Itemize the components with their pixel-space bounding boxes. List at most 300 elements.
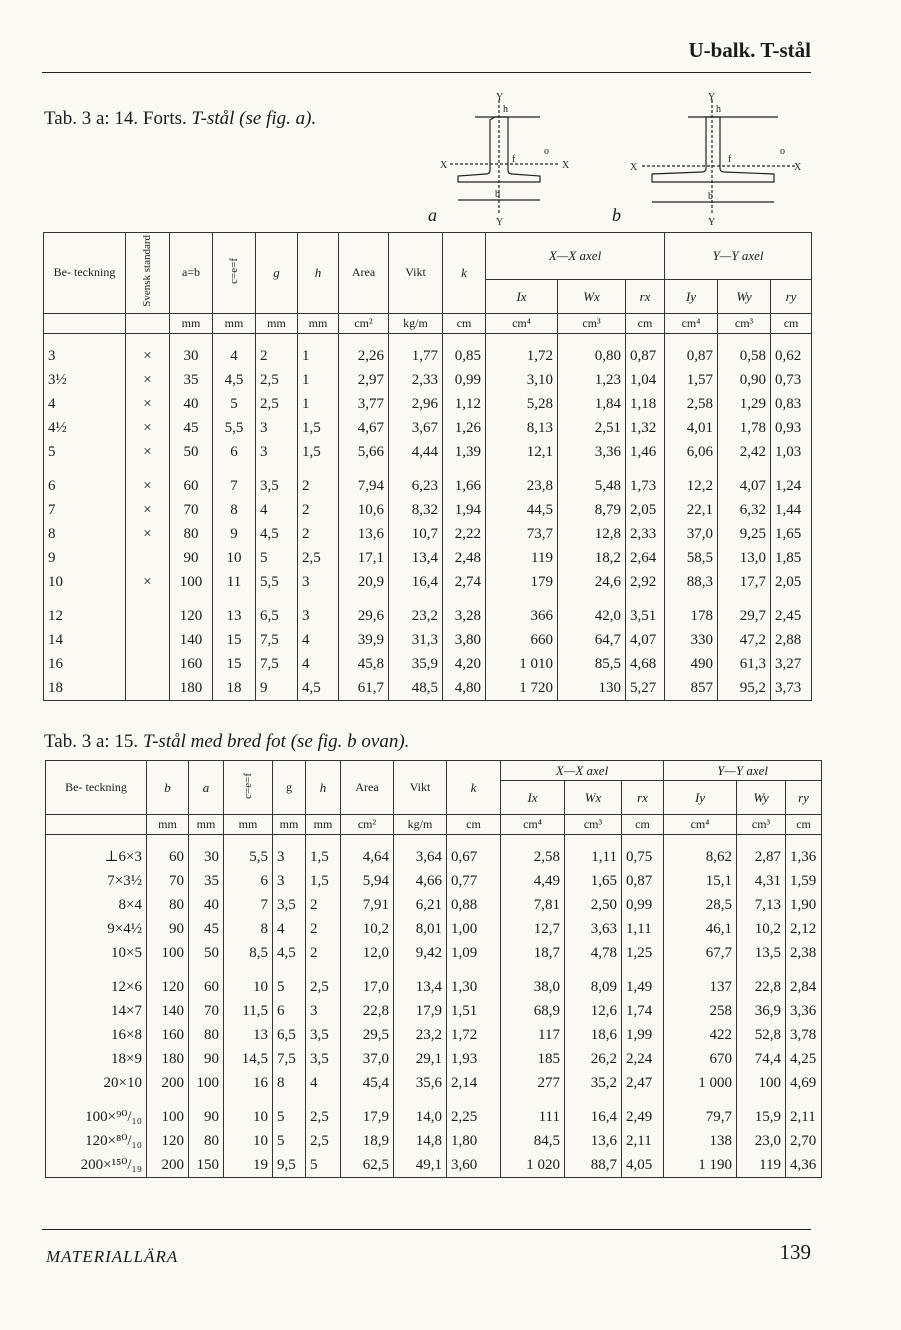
table1-cell: 2,48: [443, 546, 486, 570]
table-row: [44, 522, 812, 546]
table1-cell: 0,58: [718, 333, 771, 368]
table1-cell: 8,79: [558, 498, 626, 522]
table1-cell: 4: [44, 392, 126, 416]
table1-cell: 6: [44, 464, 126, 498]
table2-cell: 50: [189, 941, 224, 965]
table1-cell: 1: [298, 368, 339, 392]
table1-cell: 48,5: [389, 676, 443, 701]
table-row: [44, 392, 812, 416]
t2-units-row: [46, 815, 822, 835]
table1-cell: 39,9: [339, 628, 389, 652]
table2-cell: 4,36: [786, 1153, 822, 1178]
table2-unit-3: mm: [224, 815, 273, 835]
table2-cell: 19: [224, 1153, 273, 1178]
table1-unit-10: cm³: [558, 313, 626, 333]
table2-cell: 17,9: [341, 1095, 394, 1129]
table2-cell: 18×9: [46, 1047, 147, 1071]
fig-a-label-y-top: Y: [496, 92, 504, 103]
table1-cell: 1,26: [443, 416, 486, 440]
table2-cell: 3,64: [394, 835, 447, 870]
table1-cell: 18: [44, 676, 126, 701]
table2-cell: 35: [189, 869, 224, 893]
table1-cell: ×: [126, 498, 170, 522]
t2-h-a: a: [189, 761, 224, 815]
table2-cell: 70: [189, 999, 224, 1023]
table2-cell: 37,0: [341, 1047, 394, 1071]
page-number: 139: [779, 1240, 811, 1264]
table1-cell: 4: [213, 333, 256, 368]
table1-caption: [44, 108, 316, 130]
table2-cell: 2,12: [786, 917, 822, 941]
t1-body: [44, 333, 812, 700]
table-row: [46, 917, 822, 941]
table2-cell: 13,4: [394, 965, 447, 999]
table1-cell: 330: [665, 628, 718, 652]
table2-cell: 2,87: [737, 835, 786, 870]
table2-cell: 1,93: [447, 1047, 501, 1071]
table2-cell: 6,21: [394, 893, 447, 917]
t2-h-cef-text: c=e=f: [241, 772, 254, 799]
table1-cell: 4,07: [626, 628, 665, 652]
table2-cell: 100: [147, 1095, 189, 1129]
table2-unit-11: cm: [622, 815, 664, 835]
table2-cell: 2,70: [786, 1129, 822, 1153]
t2-h-iy: Iy: [664, 781, 737, 815]
table1-cell: 0,83: [771, 392, 812, 416]
table2-cell: 16,4: [565, 1095, 622, 1129]
table2-cell: 13: [224, 1023, 273, 1047]
table1-cell: 10,7: [389, 522, 443, 546]
table2-cell: 10: [224, 1095, 273, 1129]
table1-cell: 120: [170, 594, 213, 628]
t2-h-wy: Wy: [737, 781, 786, 815]
table1-cell: 73,7: [486, 522, 558, 546]
table2-cell: 70: [147, 869, 189, 893]
table1-cell: 5,5: [213, 416, 256, 440]
fig-a-label-x-right: X: [562, 160, 570, 171]
table1-cell: 1 010: [486, 652, 558, 676]
table2-cell: 11,5: [224, 999, 273, 1023]
table1-cell: 5,66: [339, 440, 389, 464]
t2-h-ix: Ix: [501, 781, 565, 815]
t1-h-yy: Y—Y axel: [665, 233, 812, 280]
table2-cell: 2,5: [306, 1095, 341, 1129]
table2-cell: 1,59: [786, 869, 822, 893]
table1-cell: 3,5: [256, 464, 298, 498]
table-row: [44, 546, 812, 570]
table1-cell: 9: [213, 522, 256, 546]
table2-cell: 119: [737, 1153, 786, 1178]
table1-cell: 4: [298, 652, 339, 676]
table2-cell: 4,49: [501, 869, 565, 893]
table1-cell: 12,8: [558, 522, 626, 546]
table1-cell: 2,22: [443, 522, 486, 546]
table2-cell: 6: [273, 999, 306, 1023]
t1-h-k: k: [443, 233, 486, 314]
table2-cell: 8×4: [46, 893, 147, 917]
table-row: [46, 1095, 822, 1129]
figure-b-diagram: [628, 92, 808, 227]
table1-cell: 6,5: [256, 594, 298, 628]
table1-cell: 2,45: [771, 594, 812, 628]
table1-cell: 61,3: [718, 652, 771, 676]
t2-h-h: h: [306, 761, 341, 815]
table-row: [46, 869, 822, 893]
table-row: [46, 1129, 822, 1153]
table1-unit-9: cm⁴: [486, 313, 558, 333]
table2-cell: 13,6: [565, 1129, 622, 1153]
table1-unit-1: [126, 313, 170, 333]
table1-cell: 1,5: [298, 416, 339, 440]
table1-cell: 4: [298, 628, 339, 652]
t1-h-iy: Iy: [665, 279, 718, 313]
table2-cell: 120×⁸⁰/₁₀: [46, 1129, 147, 1153]
table1-cell: 29,6: [339, 594, 389, 628]
table1-cell: 42,0: [558, 594, 626, 628]
table1-cell: 6,23: [389, 464, 443, 498]
table1-cell: 3: [256, 416, 298, 440]
table1-cell: 2: [256, 333, 298, 368]
running-header: U-balk. T-stål: [688, 38, 811, 62]
table1-cell: 179: [486, 570, 558, 594]
table1-cell: 3,51: [626, 594, 665, 628]
table2-cell: 45,4: [341, 1071, 394, 1095]
table1-cell: 37,0: [665, 522, 718, 546]
t2-h-wx: Wx: [565, 781, 622, 815]
table1-cell: ×: [126, 570, 170, 594]
fig-a-label-h: h: [503, 104, 508, 115]
table2-unit-4: mm: [273, 815, 306, 835]
table1-cell: 1,66: [443, 464, 486, 498]
fig-b-label-f: f: [728, 154, 732, 165]
table2-cell: 1 020: [501, 1153, 565, 1178]
table2-cell: 2,14: [447, 1071, 501, 1095]
table2-cell: 3,78: [786, 1023, 822, 1047]
table1-unit-7: kg/m: [389, 313, 443, 333]
caption1-italic: T-stål (se fig. a).: [191, 108, 317, 129]
table2-cell: 670: [664, 1047, 737, 1071]
table2-cell: 7×3½: [46, 869, 147, 893]
table2-cell: 12,7: [501, 917, 565, 941]
table1-cell: 24,6: [558, 570, 626, 594]
table2-unit-6: cm²: [341, 815, 394, 835]
table1-cell: 5,48: [558, 464, 626, 498]
table2-unit-12: cm⁴: [664, 815, 737, 835]
table1-cell: [126, 628, 170, 652]
table1-cell: 17,7: [718, 570, 771, 594]
table1-cell: 6,06: [665, 440, 718, 464]
table1-cell: 1,12: [443, 392, 486, 416]
table2-cell: 35,6: [394, 1071, 447, 1095]
t1-h-vikt: Vikt: [389, 233, 443, 314]
fig-a-label-y-bottom: Y: [496, 217, 504, 227]
table2-cell: 4,69: [786, 1071, 822, 1095]
table2-cell: 2,58: [501, 835, 565, 870]
table2-cell: 22,8: [341, 999, 394, 1023]
t1-h-ry: ry: [771, 279, 812, 313]
table1-cell: 5: [44, 440, 126, 464]
table1-cell: 85,5: [558, 652, 626, 676]
table1-cell: 1,57: [665, 368, 718, 392]
table1-cell: 7,5: [256, 652, 298, 676]
table-row: [46, 1047, 822, 1071]
table1-cell: 12,2: [665, 464, 718, 498]
table1-cell: 3: [298, 570, 339, 594]
table2-unit-14: cm: [786, 815, 822, 835]
table1-cell: 4,67: [339, 416, 389, 440]
table1-cell: 22,1: [665, 498, 718, 522]
table1-cell: ×: [126, 522, 170, 546]
table1-cell: 90: [170, 546, 213, 570]
table1-cell: 4,07: [718, 464, 771, 498]
table2-cell: 120: [147, 1129, 189, 1153]
table2-cell: 67,7: [664, 941, 737, 965]
table1-cell: 95,2: [718, 676, 771, 701]
t2-h-xx: X—X axel: [501, 761, 664, 781]
table1-cell: 2,5: [298, 546, 339, 570]
table1-cell: 2: [298, 464, 339, 498]
t1-h-cef: [213, 233, 256, 314]
table1: [43, 232, 812, 701]
table2-cell: 4: [273, 917, 306, 941]
table2-cell: 12,6: [565, 999, 622, 1023]
table-row: [44, 676, 812, 701]
table1-cell: 1,46: [626, 440, 665, 464]
table1-cell: 1,5: [298, 440, 339, 464]
t2-h-area: Area: [341, 761, 394, 815]
table1-cell: 119: [486, 546, 558, 570]
table2-cell: 2,50: [565, 893, 622, 917]
table2-unit-7: kg/m: [394, 815, 447, 835]
table1-cell: 31,3: [389, 628, 443, 652]
table2-cell: 5: [273, 1129, 306, 1153]
table1-cell: 13: [213, 594, 256, 628]
table1-cell: 13,0: [718, 546, 771, 570]
footer-rule: [42, 1229, 811, 1230]
table-row: [46, 1071, 822, 1095]
table2-cell: 7,5: [273, 1047, 306, 1071]
table2-cell: 5,5: [224, 835, 273, 870]
table1-cell: 50: [170, 440, 213, 464]
table-row: [44, 368, 812, 392]
footer-title: MATERIALLÄRA: [46, 1247, 179, 1266]
table2-cell: 1,51: [447, 999, 501, 1023]
table1-cell: 2,05: [771, 570, 812, 594]
table2-cell: 277: [501, 1071, 565, 1095]
table2-cell: 7,13: [737, 893, 786, 917]
table1-cell: 20,9: [339, 570, 389, 594]
t2-h-yy: Y—Y axel: [664, 761, 822, 781]
table2-cell: 1,99: [622, 1023, 664, 1047]
table2-cell: 8: [273, 1071, 306, 1095]
table1-cell: 1,77: [389, 333, 443, 368]
table1-cell: 0,80: [558, 333, 626, 368]
table1-cell: 12,1: [486, 440, 558, 464]
fig-b-label-x-left: X: [630, 162, 638, 173]
table2: [45, 760, 822, 1178]
table1-cell: 6,32: [718, 498, 771, 522]
table2-cell: 3: [273, 835, 306, 870]
table1-cell: 3,77: [339, 392, 389, 416]
table1-cell: 7: [213, 464, 256, 498]
table2-unit-8: cm: [447, 815, 501, 835]
table1-cell: 60: [170, 464, 213, 498]
table1-cell: 9: [256, 676, 298, 701]
table1-cell: 14: [44, 628, 126, 652]
table1-cell: 16: [44, 652, 126, 676]
table1-cell: 2,92: [626, 570, 665, 594]
table2-cell: 36,9: [737, 999, 786, 1023]
table1-cell: 45,8: [339, 652, 389, 676]
table2-cell: 3,5: [306, 1047, 341, 1071]
table1-cell: 2: [298, 522, 339, 546]
table1-cell: ×: [126, 392, 170, 416]
table2-cell: 10: [224, 965, 273, 999]
table1-cell: 10,6: [339, 498, 389, 522]
table2-cell: 14,8: [394, 1129, 447, 1153]
table1-cell: 44,5: [486, 498, 558, 522]
table2-unit-13: cm³: [737, 815, 786, 835]
fig-b-label-h: h: [716, 104, 721, 115]
table2-cell: 28,5: [664, 893, 737, 917]
caption1-prefix: Tab. 3 a: 14. Forts.: [44, 108, 192, 129]
table2-cell: 74,4: [737, 1047, 786, 1071]
table1-cell: 47,2: [718, 628, 771, 652]
table2-cell: 2: [306, 941, 341, 965]
table1-cell: 2,96: [389, 392, 443, 416]
table2-cell: 1,00: [447, 917, 501, 941]
table2-cell: 14,5: [224, 1047, 273, 1071]
table1-cell: 660: [486, 628, 558, 652]
t1-h-xx: X—X axel: [486, 233, 665, 280]
table1-unit-6: cm²: [339, 313, 389, 333]
table1-cell: 0,93: [771, 416, 812, 440]
table1-cell: 1,29: [718, 392, 771, 416]
table2-cell: 13,5: [737, 941, 786, 965]
table-row: [44, 440, 812, 464]
t1-h-svensk-text: Svensk standard: [141, 235, 153, 307]
table1-cell: 2,58: [665, 392, 718, 416]
table1-cell: 8,13: [486, 416, 558, 440]
table1-cell: 2,05: [626, 498, 665, 522]
table1-cell: 5,5: [256, 570, 298, 594]
table2-cell: 7: [224, 893, 273, 917]
table-row: [44, 333, 812, 368]
table1-cell: 2,33: [626, 522, 665, 546]
table2-cell: 4,66: [394, 869, 447, 893]
table2-cell: 15,9: [737, 1095, 786, 1129]
table2-cell: 12,0: [341, 941, 394, 965]
table-row: [44, 628, 812, 652]
fig-b-label-y-bottom: Y: [708, 217, 716, 227]
table2-cell: 35,2: [565, 1071, 622, 1095]
table1-unit-3: mm: [213, 313, 256, 333]
table2-cell: 1,65: [565, 869, 622, 893]
table1-cell: 1,44: [771, 498, 812, 522]
table1-unit-8: cm: [443, 313, 486, 333]
header-rule: [42, 72, 811, 73]
table2-cell: 3: [306, 999, 341, 1023]
table2-cell: 80: [189, 1023, 224, 1047]
fig-b-label-b: b: [708, 191, 713, 202]
table1-cell: 16,4: [389, 570, 443, 594]
table2-cell: 8,5: [224, 941, 273, 965]
table2-cell: 9×4½: [46, 917, 147, 941]
table1-cell: 1: [298, 392, 339, 416]
table2-cell: 120: [147, 965, 189, 999]
table1-cell: 7,94: [339, 464, 389, 498]
table2-cell: 100: [189, 1071, 224, 1095]
table2-caption: [44, 731, 409, 753]
table1-unit-14: cm: [771, 313, 812, 333]
table1-cell: 13,4: [389, 546, 443, 570]
t1-h-wy: Wy: [718, 279, 771, 313]
table1-cell: 1,18: [626, 392, 665, 416]
table1-cell: 2,88: [771, 628, 812, 652]
table2-cell: 14×7: [46, 999, 147, 1023]
fig-b-label-y-top: Y: [708, 92, 716, 103]
table1-cell: [126, 676, 170, 701]
table1-cell: 2,42: [718, 440, 771, 464]
table2-cell: 62,5: [341, 1153, 394, 1178]
table2-cell: 79,7: [664, 1095, 737, 1129]
table2-cell: 18,9: [341, 1129, 394, 1153]
table2-cell: 180: [147, 1047, 189, 1071]
table2-cell: 1,5: [306, 869, 341, 893]
t2-h-rx: rx: [622, 781, 664, 815]
table1-cell: 3,28: [443, 594, 486, 628]
t2-h-g: g: [273, 761, 306, 815]
table-row: [46, 893, 822, 917]
table2-cell: 1,72: [447, 1023, 501, 1047]
table1-cell: 0,87: [665, 333, 718, 368]
table1-cell: 0,99: [443, 368, 486, 392]
table1-cell: 1,03: [771, 440, 812, 464]
table2-cell: 5,94: [341, 869, 394, 893]
table-row: [46, 941, 822, 965]
table1-cell: 35,9: [389, 652, 443, 676]
table1-cell: ×: [126, 368, 170, 392]
table2-cell: 7,91: [341, 893, 394, 917]
table1-cell: 4,80: [443, 676, 486, 701]
figure-b-label: b: [612, 205, 621, 225]
table1-cell: 15: [213, 628, 256, 652]
table2-cell: 46,1: [664, 917, 737, 941]
table1-cell: 12: [44, 594, 126, 628]
table2-cell: 111: [501, 1095, 565, 1129]
table2-cell: 16×8: [46, 1023, 147, 1047]
table1-unit-0: [44, 313, 126, 333]
table2-cell: 1,30: [447, 965, 501, 999]
table1-cell: [126, 652, 170, 676]
table1-cell: 61,7: [339, 676, 389, 701]
table2-cell: 0,75: [622, 835, 664, 870]
table1-cell: 3½: [44, 368, 126, 392]
table1-cell: 857: [665, 676, 718, 701]
table2-cell: 23,2: [394, 1023, 447, 1047]
table1-cell: 3,80: [443, 628, 486, 652]
table2-cell: 2: [306, 917, 341, 941]
table2-cell: 2,11: [622, 1129, 664, 1153]
table2-cell: 3: [273, 869, 306, 893]
table1-cell: 1,78: [718, 416, 771, 440]
table2-cell: 8,62: [664, 835, 737, 870]
table1-cell: 7,5: [256, 628, 298, 652]
table1-cell: 100: [170, 570, 213, 594]
table2-cell: 14,0: [394, 1095, 447, 1129]
table2-cell: 80: [147, 893, 189, 917]
table1-cell: 10: [213, 546, 256, 570]
